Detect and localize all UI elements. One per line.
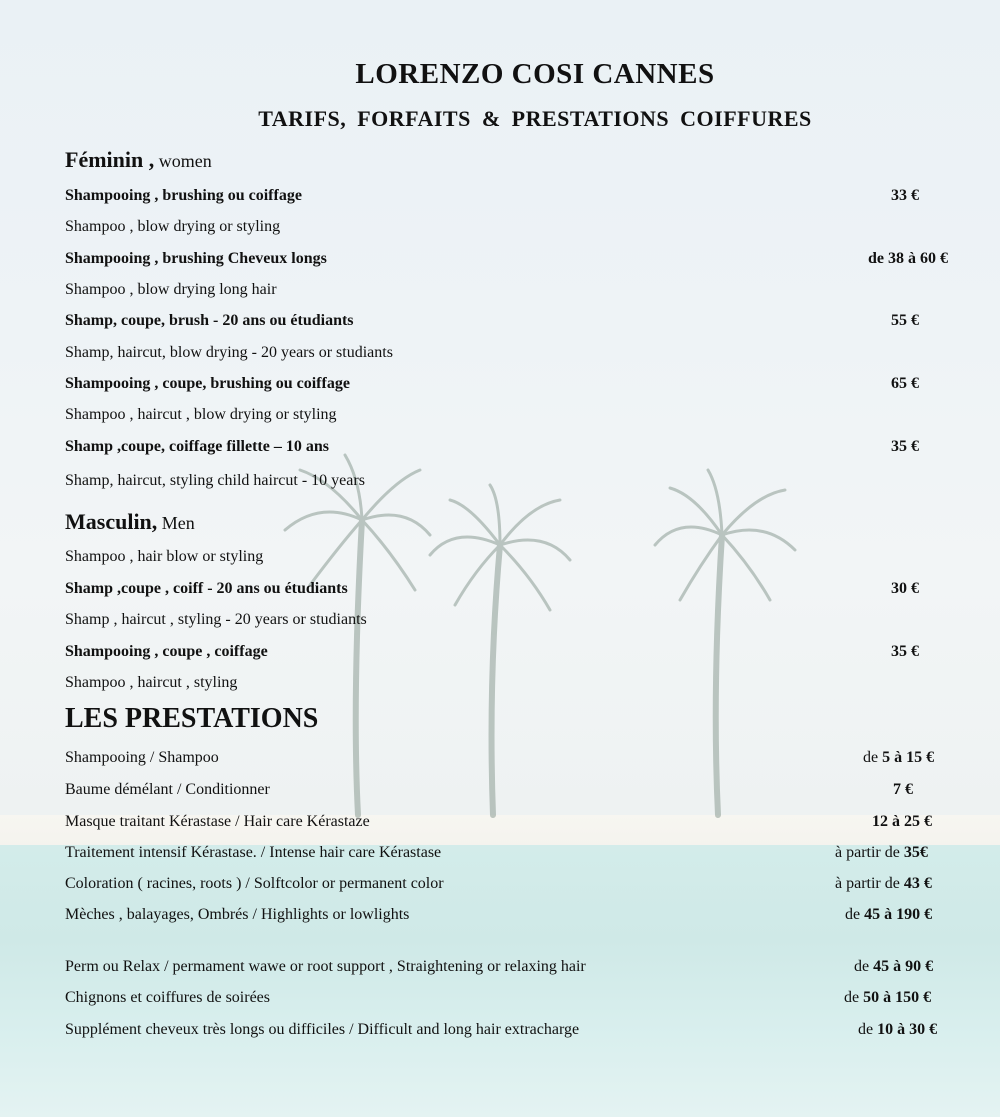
service-label: Shampooing , coupe , coiffage xyxy=(65,643,268,660)
price-row xyxy=(65,312,1000,334)
translation-row xyxy=(65,406,1000,428)
service-label: Shampooing / Shampoo xyxy=(65,749,219,766)
service-price: de 5 à 15 € xyxy=(863,749,935,766)
service-translation: Shampoo , blow drying long hair xyxy=(65,281,277,298)
service-price: 7 € xyxy=(893,781,913,798)
price-row xyxy=(65,875,1000,897)
section-heading-translation: women xyxy=(154,151,212,171)
section-heading-translation: Men xyxy=(157,513,195,533)
service-translation: Shamp , haircut , styling - 20 years or studiants xyxy=(65,611,367,628)
price-row xyxy=(65,906,1000,928)
price-row xyxy=(65,187,1000,209)
translation-row xyxy=(65,344,1000,366)
service-translation: Shampoo , haircut , blow drying or styling xyxy=(65,406,337,423)
service-price: à partir de 43 € xyxy=(835,875,932,892)
service-price: de 45 à 190 € xyxy=(845,906,933,923)
service-translation: Shamp, haircut, styling child haircut - 10 years xyxy=(65,472,365,489)
service-label: Shamp ,coupe , coiff - 20 ans ou étudiants xyxy=(65,580,348,597)
price-row xyxy=(65,250,1000,272)
section-heading-label: Masculin, xyxy=(65,509,158,534)
service-price: de 45 à 90 € xyxy=(854,958,934,975)
price-row xyxy=(65,580,1000,602)
translation-row xyxy=(65,548,1000,570)
service-label: Chignons et coiffures de soirées xyxy=(65,989,270,1006)
price-row xyxy=(65,1021,1000,1043)
service-price: 12 à 25 € xyxy=(872,813,932,830)
section-heading-feminin xyxy=(65,147,212,173)
service-label: Perm ou Relax / permament wawe or root support , Straightening or relaxing hair xyxy=(65,958,586,975)
service-price: 35 € xyxy=(891,438,919,455)
price-row xyxy=(65,749,1000,771)
price-row xyxy=(65,844,1000,866)
service-price: de 38 à 60 € xyxy=(868,250,948,267)
service-price: de 10 à 30 € xyxy=(858,1021,938,1038)
service-translation: Shampoo , blow drying or styling xyxy=(65,218,281,235)
service-price: à partir de 35€ xyxy=(835,844,928,861)
service-price: 30 € xyxy=(891,580,919,597)
translation-row xyxy=(65,472,1000,494)
service-label: Masque traitant Kérastase / Hair care Kérastaze xyxy=(65,813,370,830)
salon-title: LORENZO COSI CANNES xyxy=(355,58,715,90)
translation-row xyxy=(65,674,1000,696)
service-price: 33 € xyxy=(891,187,919,204)
service-label: Mèches , balayages, Ombrés / Highlights or lowlights xyxy=(65,906,410,923)
service-translation: Shampoo , hair blow or styling xyxy=(65,548,264,565)
service-price: 65 € xyxy=(891,375,919,392)
service-label: Shampooing , brushing ou coiffage xyxy=(65,187,302,204)
service-label: Shampooing , brushing Cheveux longs xyxy=(65,250,327,267)
service-label: Coloration ( racines, roots ) / Solftcolor or permanent color xyxy=(65,875,444,892)
service-label: Baume démélant / Conditionner xyxy=(65,781,270,798)
service-price: 35 € xyxy=(891,643,919,660)
service-translation: Shamp, haircut, blow drying - 20 years or studiants xyxy=(65,344,393,361)
section-heading-label: Féminin , xyxy=(65,147,155,172)
service-label: Shamp, coupe, brush - 20 ans ou étudiants xyxy=(65,312,354,329)
translation-row xyxy=(65,218,1000,240)
translation-row xyxy=(65,611,1000,633)
translation-row xyxy=(65,281,1000,303)
service-label: Shamp ,coupe, coiffage fillette – 10 ans xyxy=(65,438,329,455)
section-heading-prestations: LES PRESTATIONS xyxy=(65,703,319,734)
price-row xyxy=(65,781,1000,803)
price-row xyxy=(65,813,1000,835)
service-translation: Shampoo , haircut , styling xyxy=(65,674,238,691)
price-row xyxy=(65,375,1000,397)
section-heading-masculin xyxy=(65,509,195,535)
page-subtitle: TARIFS, FORFAITS & PRESTATIONS COIFFURES xyxy=(258,106,812,131)
service-price: 55 € xyxy=(891,312,919,329)
service-label: Shampooing , coupe, brushing ou coiffage xyxy=(65,375,350,392)
service-price: de 50 à 150 € xyxy=(844,989,932,1006)
price-row xyxy=(65,643,1000,665)
price-row xyxy=(65,958,1000,980)
service-label: Supplément cheveux très longs ou difficiles / Difficult and long hair extracharge xyxy=(65,1021,580,1038)
price-row xyxy=(65,438,1000,460)
service-label: Traitement intensif Kérastase. / Intense hair care Kérastase xyxy=(65,844,442,861)
price-row xyxy=(65,989,1000,1011)
